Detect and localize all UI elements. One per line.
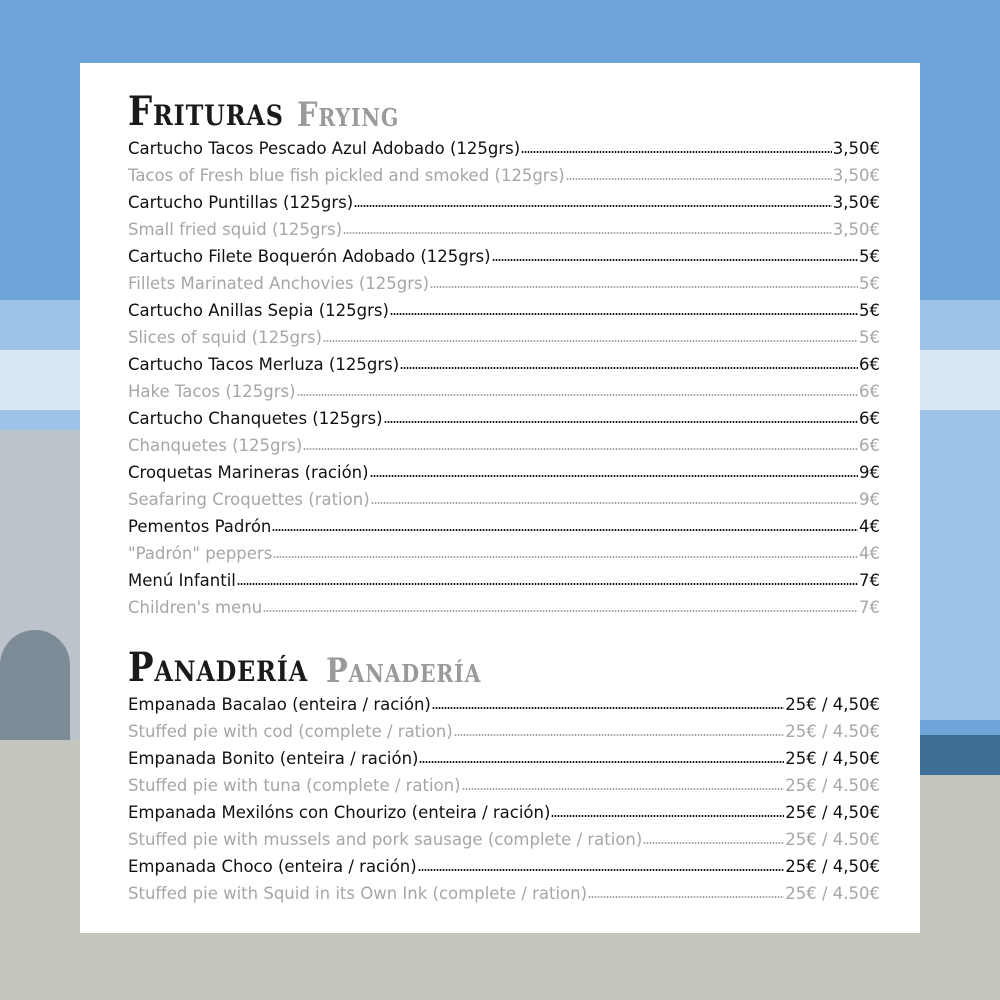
- menu-item-price: 5€: [859, 301, 880, 320]
- dot-leader: [303, 447, 858, 451]
- dot-leader: [323, 339, 858, 343]
- dot-leader: [492, 258, 858, 262]
- dot-leader: [297, 393, 858, 397]
- menu-item-list: [128, 691, 880, 907]
- dot-leader: [370, 474, 858, 478]
- menu-item-translation: [128, 378, 880, 405]
- menu-item-name: Seafaring Croquettes (ration): [128, 490, 370, 509]
- menu-item-name: Empanada Bonito (enteira / ración): [128, 749, 419, 768]
- dot-leader: [521, 150, 832, 154]
- menu-item-translation: [128, 486, 880, 513]
- menu-item: [128, 853, 880, 880]
- menu-item-name: Menú Infantil: [128, 571, 236, 590]
- menu-item-price: 4€: [859, 544, 880, 563]
- dot-leader: [418, 868, 785, 872]
- menu-item-name: Slices of squid (125grs): [128, 328, 322, 347]
- menu-item-price: 25€ / 4.50€: [785, 830, 880, 849]
- menu-item: [128, 513, 880, 540]
- menu-section-panaderia: [128, 641, 880, 907]
- dot-leader: [551, 814, 784, 818]
- menu-item-price: 5€: [859, 274, 880, 293]
- dot-leader: [384, 420, 858, 424]
- menu-item-translation: [128, 324, 880, 351]
- menu-item: [128, 459, 880, 486]
- menu-item-translation: [128, 594, 880, 621]
- dot-leader: [588, 895, 784, 899]
- menu-item-price: 25€ / 4,50€: [785, 695, 880, 714]
- menu-item-price: 6€: [859, 355, 880, 374]
- menu-item-name: Croquetas Marineras (ración): [128, 463, 369, 482]
- menu-item-price: 5€: [859, 247, 880, 266]
- menu-item-price: 25€ / 4,50€: [785, 803, 880, 822]
- menu-item-translation: [128, 718, 880, 745]
- menu-item-price: 9€: [859, 490, 880, 509]
- menu-item-name: Cartucho Chanquetes (125grs): [128, 409, 383, 428]
- dot-leader: [430, 285, 858, 289]
- menu-item-name: Small fried squid (125grs): [128, 220, 343, 239]
- menu-item-list: [128, 135, 880, 621]
- dot-leader: [419, 760, 784, 764]
- menu-item-name: Stuffed pie with cod (complete / ration): [128, 722, 453, 741]
- menu-item-price: 3,50€: [832, 139, 880, 158]
- menu-item-translation: [128, 270, 880, 297]
- dot-leader: [273, 555, 858, 559]
- menu-item: [128, 297, 880, 324]
- dot-leader: [566, 177, 832, 181]
- dot-leader: [454, 733, 784, 737]
- menu-item-translation: [128, 880, 880, 907]
- menu-item-translation: [128, 216, 880, 243]
- menu-item: [128, 351, 880, 378]
- menu-item-price: 7€: [859, 571, 880, 590]
- menu-item: [128, 189, 880, 216]
- menu-item-price: 7€: [859, 598, 880, 617]
- menu-item-price: 25€ / 4,50€: [785, 857, 880, 876]
- dot-leader: [462, 787, 785, 791]
- menu-item: [128, 567, 880, 594]
- section-title: [128, 85, 880, 135]
- menu-item: [128, 243, 880, 270]
- menu-item-name: Cartucho Tacos Merluza (125grs): [128, 355, 400, 374]
- dot-leader: [371, 501, 858, 505]
- menu-item-price: 25€ / 4.50€: [785, 776, 880, 795]
- menu-section-frituras: [128, 85, 880, 621]
- menu-item-translation: [128, 826, 880, 853]
- section-title-en: Panadería: [325, 651, 482, 691]
- menu-item-name: Stuffed pie with mussels and pork sausage (complete / ration): [128, 830, 643, 849]
- section-title-es: Panadería: [128, 644, 309, 691]
- menu-item-price: 25€ / 4.50€: [785, 884, 880, 903]
- menu-item-price: 4€: [859, 517, 880, 536]
- menu-item-name: "Padrón" peppers: [128, 544, 273, 563]
- dot-leader: [390, 312, 858, 316]
- menu-item-name: Pementos Padrón: [128, 517, 272, 536]
- menu-item-translation: [128, 432, 880, 459]
- menu-item: [128, 135, 880, 162]
- section-spacer: [128, 621, 880, 641]
- menu-item-price: 6€: [859, 436, 880, 455]
- menu-item-price: 3,50€: [832, 193, 880, 212]
- section-title: [128, 641, 880, 691]
- menu-item-name: Chanquetes (125grs): [128, 436, 303, 455]
- menu-item: [128, 745, 880, 772]
- menu-item-price: 25€ / 4.50€: [785, 722, 880, 741]
- menu-item-name: Cartucho Filete Boquerón Adobado (125grs): [128, 247, 491, 266]
- menu-item-name: Hake Tacos (125grs): [128, 382, 296, 401]
- dot-leader: [263, 609, 858, 613]
- section-title-en: Frying: [297, 95, 400, 135]
- menu-item-name: Fillets Marinated Anchovies (125grs): [128, 274, 430, 293]
- dot-leader: [343, 231, 832, 235]
- menu-item-price: 3,50€: [832, 220, 880, 239]
- dot-leader: [643, 841, 784, 845]
- menu-item-name: Cartucho Tacos Pescado Azul Adobado (125grs): [128, 139, 521, 158]
- menu-item-name: Cartucho Anillas Sepia (125grs): [128, 301, 389, 320]
- menu-item: [128, 799, 880, 826]
- menu-item-name: Empanada Choco (enteira / ración): [128, 857, 417, 876]
- dot-leader: [272, 528, 858, 532]
- menu-item-price: 9€: [859, 463, 880, 482]
- menu-item-price: 25€ / 4,50€: [785, 749, 880, 768]
- menu-item-name: Children's menu: [128, 598, 263, 617]
- menu-item-price: 5€: [859, 328, 880, 347]
- menu-item-price: 3,50€: [832, 166, 880, 185]
- menu-item-name: Cartucho Puntillas (125grs): [128, 193, 354, 212]
- dot-leader: [400, 366, 858, 370]
- dot-leader: [354, 204, 832, 208]
- menu-item-name: Stuffed pie with Squid in its Own Ink (complete / ration): [128, 884, 588, 903]
- menu-item-name: Empanada Bacalao (enteira / ración): [128, 695, 431, 714]
- menu-item-price: 6€: [859, 382, 880, 401]
- menu-item-translation: [128, 772, 880, 799]
- menu-item-translation: [128, 162, 880, 189]
- dot-leader: [237, 582, 858, 586]
- menu-item-name: Tacos of Fresh blue fish pickled and smoked (125grs): [128, 166, 565, 185]
- menu-item-translation: [128, 540, 880, 567]
- menu-item: [128, 405, 880, 432]
- menu-item-name: Empanada Mexilóns con Chourizo (enteira / ración): [128, 803, 551, 822]
- menu-card: [80, 63, 920, 933]
- menu-item-price: 6€: [859, 409, 880, 428]
- section-title-es: Frituras: [128, 88, 284, 135]
- menu-item: [128, 691, 880, 718]
- menu-item-name: Stuffed pie with tuna (complete / ration): [128, 776, 461, 795]
- dot-leader: [432, 706, 784, 710]
